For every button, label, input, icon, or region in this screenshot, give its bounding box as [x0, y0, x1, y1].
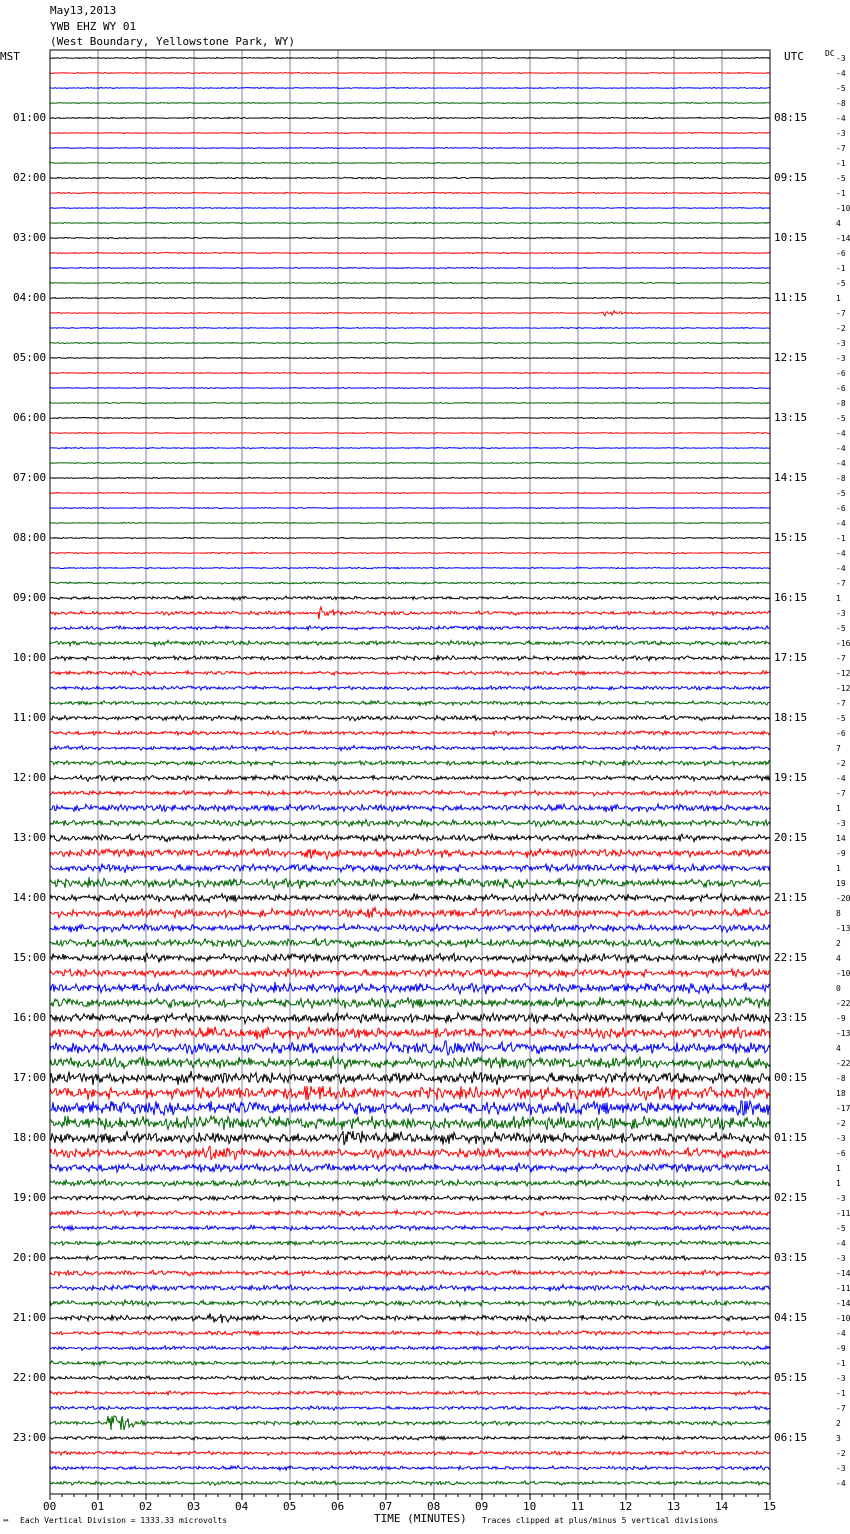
- trace-row: [50, 162, 770, 163]
- trace-row: [50, 1270, 770, 1276]
- dc-offset-label: -5: [836, 714, 846, 723]
- trace-row: [50, 147, 770, 148]
- x-tick-label: 14: [715, 1500, 729, 1513]
- trace-row: [50, 1285, 770, 1292]
- x-tick-label: 11: [571, 1500, 585, 1513]
- dc-offset-label: -8: [836, 399, 846, 408]
- trace-row: [50, 745, 770, 750]
- dc-offset-label: -5: [836, 1224, 846, 1233]
- trace-row: [50, 655, 770, 661]
- hour-label-mst: 10:00: [13, 651, 47, 664]
- hour-label-utc: 19:15: [774, 771, 808, 784]
- hour-label-mst: 05:00: [13, 351, 47, 364]
- dc-offset-label: -14: [836, 1269, 850, 1278]
- hour-label-mst: 14:00: [13, 891, 47, 904]
- hour-label-utc: 12:15: [774, 351, 808, 364]
- hour-label-mst: 08:00: [13, 531, 47, 544]
- hour-label-utc: 14:15: [774, 471, 808, 484]
- hour-label-utc: 08:15: [774, 111, 808, 124]
- dc-offset-label: -12: [836, 669, 850, 678]
- trace-row: [50, 1436, 770, 1440]
- hour-label-mst: 22:00: [13, 1371, 47, 1384]
- dc-offset-label: -22: [836, 999, 850, 1008]
- hour-label-mst: 18:00: [13, 1131, 47, 1144]
- trace-row: [50, 834, 770, 842]
- x-tick-label: 03: [187, 1500, 201, 1513]
- hour-label-utc: 01:15: [774, 1131, 808, 1144]
- dc-offset-label: -6: [836, 1149, 846, 1158]
- trace-row: [50, 924, 770, 933]
- dc-offset-label: -7: [836, 144, 846, 153]
- trace-row: [50, 237, 770, 238]
- trace-row: [50, 1300, 770, 1306]
- dc-offset-label: 8: [836, 909, 841, 918]
- x-tick-label: 09: [475, 1500, 489, 1513]
- clip-note: Traces clipped at plus/minus 5 vertical divisions: [482, 1516, 719, 1525]
- trace-row: [50, 387, 770, 388]
- trace-row: [50, 72, 770, 73]
- trace-row: [50, 447, 770, 448]
- trace-row: [50, 567, 770, 569]
- trace-row: [50, 596, 770, 600]
- hour-label-utc: 20:15: [774, 831, 808, 844]
- dc-offset-label: -11: [836, 1284, 850, 1293]
- hour-label-utc: 16:15: [774, 591, 808, 604]
- dc-offset-label: -22: [836, 1059, 850, 1068]
- x-axis-ticks: [50, 1494, 770, 1500]
- dc-offset-label: -17: [836, 1104, 850, 1113]
- header-date: May13,2013: [50, 4, 117, 17]
- hour-label-utc: 04:15: [774, 1311, 808, 1324]
- trace-row: [50, 297, 770, 298]
- trace-row: [50, 117, 770, 119]
- dc-offset-label: -13: [836, 924, 850, 933]
- hour-label-mst: 09:00: [13, 591, 47, 604]
- hour-label-mst: 01:00: [13, 111, 47, 124]
- dc-offset-label: 4: [836, 1044, 841, 1053]
- trace-row: [50, 1146, 770, 1160]
- dc-offset-label: -10: [836, 204, 850, 213]
- dc-offset-label: -1: [836, 1359, 846, 1368]
- trace-row: [50, 1361, 770, 1366]
- plot-frame: [50, 50, 770, 1494]
- dc-offset-label: -7: [836, 579, 846, 588]
- x-tick-label: 10: [523, 1500, 537, 1513]
- trace-row: [50, 848, 770, 859]
- dc-offset-label: 7: [836, 744, 841, 753]
- dc-offset-label: 2: [836, 939, 841, 948]
- trace-row: [50, 1466, 770, 1471]
- trace-row: [50, 982, 770, 994]
- corner-mark: ℠: [2, 1518, 11, 1527]
- dc-offset-label: -5: [836, 624, 846, 633]
- dc-offset-label: -13: [836, 1029, 850, 1038]
- scale-note: Each Vertical Division = 1333.33 microvolts: [20, 1516, 228, 1525]
- trace-row: [50, 462, 770, 463]
- x-tick-label: 07: [379, 1500, 393, 1513]
- dc-offset-label: -20: [836, 894, 850, 903]
- dc-offset-label: -6: [836, 369, 846, 378]
- trace-row: [50, 997, 770, 1009]
- trace-row: [50, 1041, 770, 1055]
- dc-offset-label: -4: [836, 1239, 846, 1248]
- x-tick-label: 05: [283, 1500, 297, 1513]
- trace-row: [50, 790, 770, 796]
- trace-row: [50, 819, 770, 826]
- hour-label-utc: 05:15: [774, 1371, 808, 1384]
- dc-offset-label: -1: [836, 534, 846, 543]
- hour-label-mst: 04:00: [13, 291, 47, 304]
- hour-label-utc: 13:15: [774, 411, 808, 424]
- hour-label-utc: 18:15: [774, 711, 808, 724]
- dc-offset-label: -7: [836, 699, 846, 708]
- dc-offset-label: -4: [836, 1329, 846, 1338]
- dc-offset-label: -1: [836, 1389, 846, 1398]
- dc-offset-label: -7: [836, 309, 846, 318]
- dc-offset-label: -3: [836, 129, 846, 138]
- dc-offset-label: -6: [836, 384, 846, 393]
- x-tick-label: 08: [427, 1500, 441, 1513]
- dc-offset-label: 1: [836, 804, 841, 813]
- trace-row: [50, 432, 770, 433]
- grid-lines: [98, 50, 722, 1494]
- dc-offset-label: -4: [836, 69, 846, 78]
- trace-row: [50, 1163, 770, 1172]
- trace-row: [50, 1131, 770, 1145]
- dc-offset-label: -4: [836, 1479, 846, 1488]
- dc-offset-label: -3: [836, 1254, 846, 1263]
- dc-offset-label: -4: [836, 114, 846, 123]
- dc-offset-label: 4: [836, 219, 841, 228]
- dc-offset-label: -8: [836, 99, 846, 108]
- trace-row: [50, 417, 770, 418]
- hour-label-utc: 11:15: [774, 291, 808, 304]
- trace-row: [50, 1101, 770, 1115]
- dc-offset-label: -2: [836, 1119, 846, 1128]
- dc-offset-label: -3: [836, 54, 846, 63]
- dc-offset-label: -3: [836, 1194, 846, 1203]
- dc-offset-label: -9: [836, 1344, 846, 1353]
- trace-row: [50, 1406, 770, 1410]
- dc-offset-label: -8: [836, 474, 846, 483]
- dc-offset-label: -14: [836, 1299, 850, 1308]
- dc-offset-label: 2: [836, 1419, 841, 1428]
- dc-offset-label: -3: [836, 609, 846, 618]
- hour-label-mst: 11:00: [13, 711, 47, 724]
- dc-offset-label: -3: [836, 1464, 846, 1473]
- trace-row: [50, 102, 770, 103]
- dc-offset-label: -4: [836, 429, 846, 438]
- dc-offset-label: -6: [836, 249, 846, 258]
- hour-label-mst: 07:00: [13, 471, 47, 484]
- hour-label-utc: 23:15: [774, 1011, 808, 1024]
- dc-offset-label: -3: [836, 1134, 846, 1143]
- trace-row: [50, 1210, 770, 1216]
- dc-offset-label: -4: [836, 774, 846, 783]
- dc-offset-label: -5: [836, 174, 846, 183]
- trace-row: [50, 207, 770, 208]
- trace-row: [50, 968, 770, 978]
- trace-row: [50, 87, 770, 88]
- trace-row: [50, 775, 770, 781]
- hour-label-utc: 09:15: [774, 171, 808, 184]
- trace-row: [50, 893, 770, 902]
- dc-header-label: DC: [825, 49, 835, 58]
- hour-label-mst: 17:00: [13, 1071, 47, 1084]
- header-location: (West Boundary, Yellowstone Park, WY): [50, 35, 296, 48]
- dc-offset-label: -4: [836, 519, 846, 528]
- trace-row: [50, 57, 770, 58]
- dc-offset-label: -5: [836, 489, 846, 498]
- trace-row: [50, 402, 770, 403]
- x-axis-title: TIME (MINUTES): [374, 1512, 467, 1525]
- trace-row: [50, 1313, 770, 1323]
- dc-offset-label: -1: [836, 189, 846, 198]
- hour-label-mst: 23:00: [13, 1431, 47, 1444]
- dc-offset-label: -8: [836, 1074, 846, 1083]
- trace-row: [50, 1416, 770, 1430]
- dc-offset-label: -4: [836, 549, 846, 558]
- trace-row: [50, 1346, 770, 1350]
- trace-row: [50, 1027, 770, 1040]
- dc-offset-label: -4: [836, 459, 846, 468]
- trace-row: [50, 267, 770, 268]
- seismic-traces: [50, 57, 770, 1485]
- trace-row: [50, 1256, 770, 1261]
- trace-row: [50, 804, 770, 812]
- hour-label-utc: 10:15: [774, 231, 808, 244]
- dc-offset-label: -9: [836, 1014, 846, 1023]
- dc-offset-label: -6: [836, 729, 846, 738]
- dc-offset-label: -11: [836, 1209, 850, 1218]
- x-tick-label: 00: [43, 1500, 57, 1513]
- dc-offset-label: 1: [836, 1164, 841, 1173]
- dc-offset-label: -7: [836, 789, 846, 798]
- trace-row: [50, 908, 770, 919]
- dc-offset-label: 19: [836, 879, 846, 888]
- trace-row: [50, 311, 770, 316]
- trace-row: [50, 640, 770, 646]
- dc-offset-label: 14: [836, 834, 846, 843]
- trace-row: [50, 522, 770, 523]
- dc-offset-label: 18: [836, 1089, 846, 1098]
- dc-offset-label: -2: [836, 324, 846, 333]
- trace-row: [50, 1086, 770, 1100]
- trace-row: [50, 1071, 770, 1085]
- x-tick-label: 01: [91, 1500, 105, 1513]
- trace-row: [50, 626, 770, 630]
- trace-row: [50, 492, 770, 493]
- dc-offset-label: -5: [836, 84, 846, 93]
- hour-label-mst: 16:00: [13, 1011, 47, 1024]
- dc-offset-label: -7: [836, 1404, 846, 1413]
- trace-row: [50, 701, 770, 706]
- trace-row: [50, 686, 770, 690]
- dc-offset-label: -5: [836, 279, 846, 288]
- dc-offset-label: -4: [836, 444, 846, 453]
- x-tick-label: 06: [331, 1500, 345, 1513]
- x-tick-label: 13: [667, 1500, 681, 1513]
- trace-row: [50, 1241, 770, 1246]
- x-tick-label: 02: [139, 1500, 153, 1513]
- hour-label-utc: 15:15: [774, 531, 808, 544]
- trace-row: [50, 1481, 770, 1485]
- hour-label-mst: 06:00: [13, 411, 47, 424]
- trace-row: [50, 1225, 770, 1231]
- dc-offset-label: 4: [836, 954, 841, 963]
- hour-label-mst: 03:00: [13, 231, 47, 244]
- trace-row: [50, 537, 770, 539]
- hour-label-mst: 19:00: [13, 1191, 47, 1204]
- x-tick-label: 04: [235, 1500, 249, 1513]
- trace-row: [50, 1376, 770, 1380]
- trace-row: [50, 939, 770, 948]
- trace-row: [50, 864, 770, 873]
- trace-row: [50, 1056, 770, 1069]
- trace-row: [50, 715, 770, 720]
- dc-offset-label: 3: [836, 1434, 841, 1443]
- dc-offset-label: -9: [836, 849, 846, 858]
- trace-row: [50, 671, 770, 676]
- hour-label-mst: 20:00: [13, 1251, 47, 1264]
- dc-offset-label: -2: [836, 1449, 846, 1458]
- trace-row: [50, 1330, 770, 1335]
- hour-label-mst: 21:00: [13, 1311, 47, 1324]
- trace-row: [50, 953, 770, 963]
- trace-row: [50, 1116, 770, 1130]
- dc-offset-label: -10: [836, 1314, 850, 1323]
- trace-row: [50, 1195, 770, 1201]
- hour-label-mst: 12:00: [13, 771, 47, 784]
- hour-label-utc: 17:15: [774, 651, 808, 664]
- dc-offset-label: -2: [836, 759, 846, 768]
- trace-row: [50, 177, 770, 179]
- hour-label-utc: 21:15: [774, 891, 808, 904]
- dc-offset-label: 1: [836, 864, 841, 873]
- dc-offset-label: -3: [836, 354, 846, 363]
- trace-row: [50, 222, 770, 223]
- dc-offset-label: -16: [836, 639, 850, 648]
- dc-offset-label: 1: [836, 294, 841, 303]
- left-zone-label: MST: [0, 50, 20, 63]
- hour-label-mst: 02:00: [13, 171, 47, 184]
- dc-offset-label: -5: [836, 414, 846, 423]
- hour-label-mst: 13:00: [13, 831, 47, 844]
- hour-label-utc: 02:15: [774, 1191, 808, 1204]
- trace-row: [50, 342, 770, 343]
- right-zone-label: UTC: [784, 50, 804, 63]
- dc-offset-label: 0: [836, 984, 841, 993]
- trace-row: [50, 477, 770, 478]
- trace-row: [50, 282, 770, 283]
- x-tick-label: 12: [619, 1500, 633, 1513]
- dc-offset-label: -6: [836, 504, 846, 513]
- dc-offset-label: -14: [836, 234, 850, 243]
- trace-row: [50, 192, 770, 193]
- trace-row: [50, 132, 770, 133]
- dc-offset-label: -4: [836, 564, 846, 573]
- hour-label-utc: 22:15: [774, 951, 808, 964]
- hour-label-utc: 06:15: [774, 1431, 808, 1444]
- dc-offset-label: -12: [836, 684, 850, 693]
- dc-offset-label: 1: [836, 594, 841, 603]
- x-tick-label: 15: [763, 1500, 777, 1513]
- trace-row: [50, 1391, 770, 1396]
- dc-offset-label: -7: [836, 654, 846, 663]
- dc-offset-label: -1: [836, 264, 846, 273]
- trace-row: [50, 327, 770, 328]
- dc-offset-label: 1: [836, 1179, 841, 1188]
- trace-row: [50, 372, 770, 373]
- trace-row: [50, 1013, 770, 1024]
- trace-row: [50, 1451, 770, 1455]
- trace-row: [50, 1179, 770, 1187]
- hour-label-utc: 03:15: [774, 1251, 808, 1264]
- dc-offset-label: -3: [836, 1374, 846, 1383]
- trace-row: [50, 582, 770, 584]
- trace-row: [50, 607, 770, 619]
- trace-row: [50, 552, 770, 554]
- hour-label-mst: 15:00: [13, 951, 47, 964]
- dc-offset-label: -3: [836, 819, 846, 828]
- trace-row: [50, 507, 770, 508]
- trace-row: [50, 731, 770, 736]
- trace-row: [50, 252, 770, 253]
- header-station: YWB EHZ WY 01: [50, 20, 137, 33]
- hour-label-utc: 00:15: [774, 1071, 808, 1084]
- trace-row: [50, 357, 770, 358]
- trace-row: [50, 760, 770, 766]
- dc-offset-label: -10: [836, 969, 850, 978]
- dc-offset-label: -1: [836, 159, 846, 168]
- dc-offset-label: -3: [836, 339, 846, 348]
- trace-row: [50, 877, 770, 889]
